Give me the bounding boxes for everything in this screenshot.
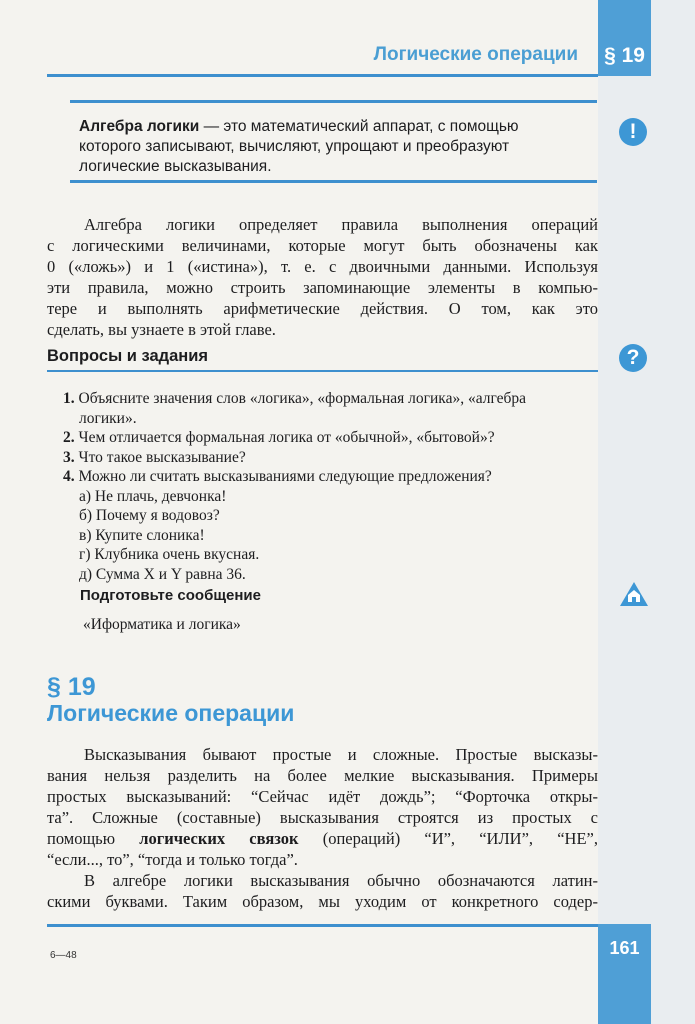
section-tab xyxy=(598,0,651,76)
questions-heading: Вопросы и задания xyxy=(47,347,209,365)
section-tab-label: § 19 xyxy=(604,44,645,67)
intro-line: эти правила, можно строить запоминающие элементы в компью- xyxy=(47,278,598,297)
question-number: 4. xyxy=(63,468,75,485)
question-item xyxy=(63,389,583,428)
intro-line: сделать, вы узнаете в этой главе. xyxy=(47,320,276,339)
sub-item: б) Почему я водовоз? xyxy=(79,507,220,524)
margin-stripe xyxy=(598,0,695,1024)
main-line-part: помощью xyxy=(47,829,140,848)
home-icon xyxy=(619,580,649,608)
section-number: § 19 xyxy=(47,673,96,701)
main-line xyxy=(47,828,598,849)
question-item xyxy=(63,448,583,468)
main-line: Высказывания бывают простые и сложные. Простые высказы- xyxy=(84,745,598,764)
question-number: 1. xyxy=(63,390,75,407)
main-line: В алгебре логики высказывания обычно обозначаются латин- xyxy=(84,871,598,890)
definition-line-1 xyxy=(79,117,579,137)
main-line: вания нельзя разделить на более мелкие высказывания. Примеры xyxy=(47,766,598,785)
question-icon: ? xyxy=(619,344,647,372)
main-line: та”. Сложные (составные) высказывания строятся из простых с xyxy=(47,808,598,827)
definition-rest: — это математический аппарат, с помощью xyxy=(199,118,519,135)
page-number: 161 xyxy=(609,938,640,958)
intro-line: тере и выполнять арифметические действия. О том, как это xyxy=(47,299,598,318)
question-text-continued: логики». xyxy=(79,409,137,427)
page-number-tab xyxy=(598,924,651,1024)
question-number: 3. xyxy=(63,448,75,466)
intro-line: Алгебра логики определяет правила выполнения операций xyxy=(84,215,598,234)
question-item xyxy=(63,428,583,448)
definition-rule-bottom xyxy=(70,180,597,183)
main-line: “если..., то”, “тогда и только тогда”. xyxy=(47,850,298,869)
definition-line-3: логические высказывания. xyxy=(79,158,272,175)
question-item xyxy=(63,467,583,487)
definition-term: Алгебра логики xyxy=(79,118,200,135)
definition-rule-top xyxy=(70,100,597,103)
main-line-part: (операций) “И”, “ИЛИ”, “НЕ”, xyxy=(298,829,598,848)
sub-item: г) Клубника очень вкусная. xyxy=(79,546,260,563)
question-text: Объясните значения слов «логика», «формальная логика», «алгебра xyxy=(78,390,527,407)
definition-box xyxy=(79,117,579,177)
main-line: простых высказываний: “Сейчас идёт дождь”; “Форточка откры- xyxy=(47,787,598,806)
sub-item: а) Не плачь, девчонка! xyxy=(79,487,227,505)
intro-line: 0 («ложь») и 1 («истина»), т. е. с двоичными данными. Используя xyxy=(47,257,598,276)
question-text: Чем отличается формальная логика от «обычной», «бытовой»? xyxy=(78,429,495,446)
question-text: Можно ли считать высказываниями следующие предложения? xyxy=(78,468,492,485)
definition-line-2: которого записывают, вычисляют, упрощают и преобразуют xyxy=(79,138,510,155)
main-line: скими буквами. Таким образом, мы уходим от конкретного содер- xyxy=(47,892,598,911)
section-title: Логические операции xyxy=(47,700,295,726)
logical-connectives-term: логических связок xyxy=(139,829,299,848)
exclamation-icon: ! xyxy=(619,118,647,146)
intro-paragraph xyxy=(47,214,598,340)
questions-rule xyxy=(47,370,598,372)
signature-mark: 6—48 xyxy=(50,950,77,961)
questions-list xyxy=(63,389,583,584)
intro-line: с логическими величинами, которые могут быть обозначены как xyxy=(47,236,598,255)
main-text xyxy=(47,744,598,912)
report-topic: «Иформатика и логика» xyxy=(83,616,241,633)
running-header-title: Логические операции xyxy=(373,44,578,65)
header-rule xyxy=(47,74,598,77)
sub-item: д) Сумма X и Y равна 36. xyxy=(79,565,246,583)
report-heading: Подготовьте сообщение xyxy=(80,587,261,604)
sub-item: в) Купите слоника! xyxy=(79,526,205,544)
question-text: Что такое высказывание? xyxy=(78,448,246,466)
footer-rule xyxy=(47,924,598,927)
question-number: 2. xyxy=(63,429,75,446)
